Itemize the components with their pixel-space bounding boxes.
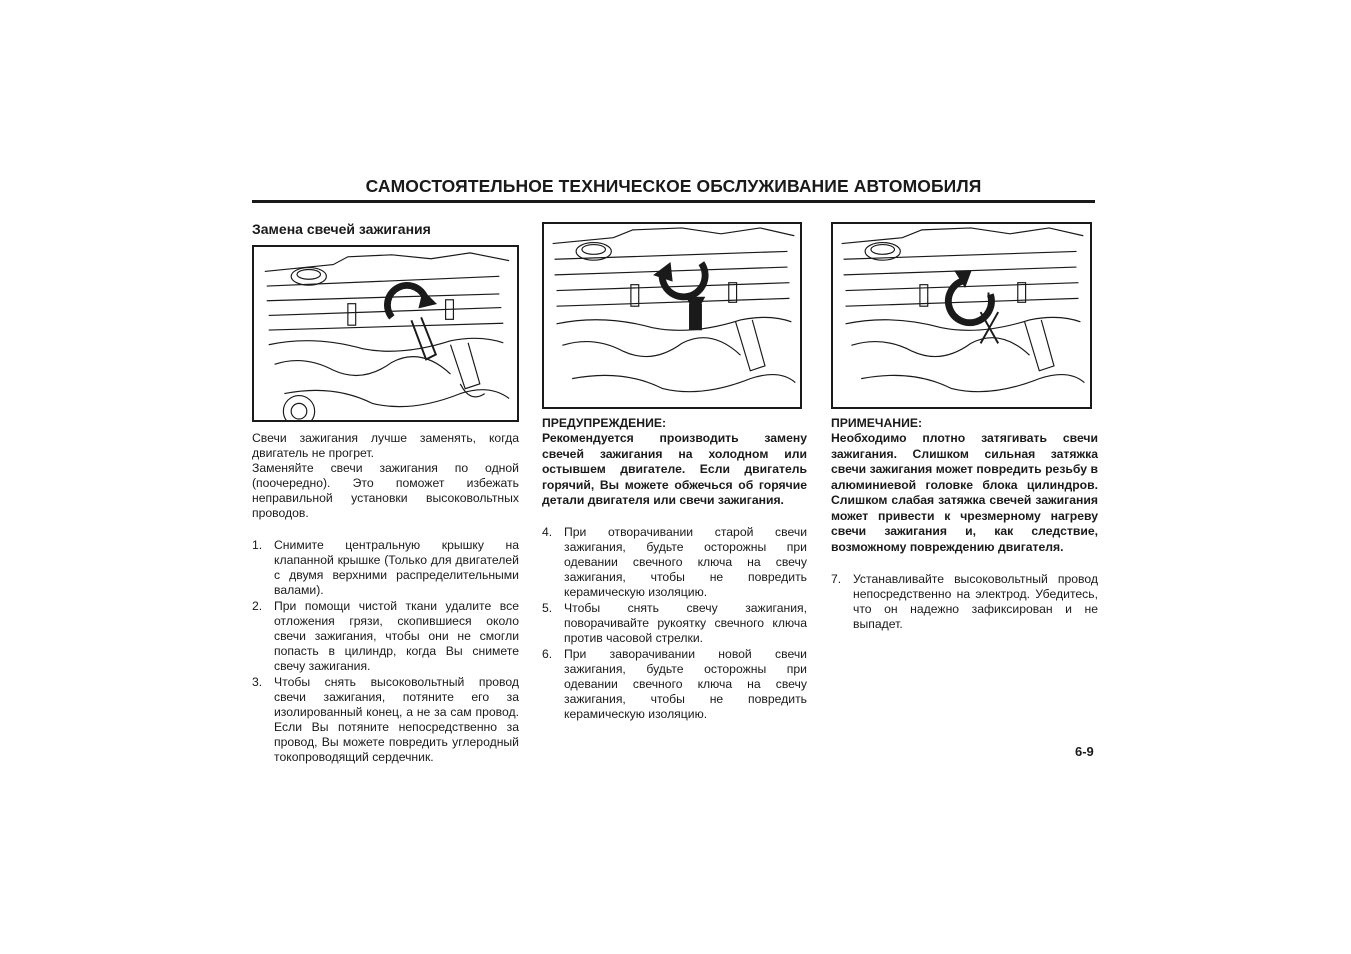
step-text: При отворачивании старой свечи зажигания, будьте осторожны при одевании свечного ключа на свечу зажигания, чтобы не повредить керамическую изоляцию. [564,524,807,599]
list-item [252,675,519,765]
note-label: ПРИМЕЧАНИЕ: [831,416,923,430]
step-text: При помощи чистой ткани удалите все отложения грязи, скопившиеся около свечи зажигания, чтобы они не смогли попасть в цилиндр, когда Вы снимете свечу зажигания. [274,599,519,673]
step-number: 1. [252,538,263,552]
steps-list-right [831,572,1098,632]
engine-illustration-install-plug [542,222,802,409]
intro-paragraph-1: Свечи зажигания лучше заменять, когда двигатель не прогрет. [252,431,519,460]
intro-paragraph-2: Заменяйте свечи зажигания по одной (поочередно). Это поможет избежать неправильной установки высоковольтных проводов. [252,461,519,520]
engine-illustration-attach-wire [831,222,1092,409]
step-number: 7. [831,572,842,586]
list-item [252,538,519,598]
section-title: Замена свечей зажигания [252,221,431,237]
step-text: Снимите центральную крышку на клапанной крышке (Только для двигателей с двумя верхними распределительными валами). [274,538,519,597]
list-item [542,525,807,600]
note-text: Необходимо плотно затягивать свечи зажигания. Слишком сильная затяжка свечи зажигания может повредить резьбу в алюминиевой головке блока цилиндров. Слишком слабая затяжка свечей зажигания может привести к чрезмерному нагреву свечи зажигания и, как следствие, возможному повреждению двигателя. [831,431,1098,554]
step-text: При заворачивании новой свечи зажигания, будьте осторожны при одевании свечного ключа на свечу зажигания, чтобы не повредить керамическую изоляцию. [564,646,807,721]
page-number: 6-9 [1075,744,1094,759]
page-header-title: САМОСТОЯТЕЛЬНОЕ ТЕХНИЧЕСКОЕ ОБСЛУЖИВАНИЕ АВТОМОБИЛЯ [365,176,982,196]
warning-label: ПРЕДУПРЕЖДЕНИЕ: [542,416,667,430]
steps-list-left [252,538,519,765]
step-text: Устанавливайте высоковольтный провод непосредственно на электрод. Убедитесь, что он надежно зафиксирован и не выпадет. [853,572,1098,631]
left-column [252,431,519,765]
step-number: 5. [542,600,553,615]
list-item [542,601,807,646]
engine-illustration-remove-plug [252,245,519,422]
right-column [831,416,1098,632]
step-number: 2. [252,599,263,613]
list-item [542,647,807,722]
step-text: Чтобы снять свечу зажигания, поворачивайте рукоятку свечного ключа против часовой стрелки. [564,600,807,645]
step-number: 6. [542,646,553,661]
steps-list-middle [542,525,807,722]
list-item [252,599,519,674]
step-number: 3. [252,675,263,689]
warning-text: Рекомендуется производить замену свечей зажигания на холодном или остывшем двигателе. Если двигатель горячий, Вы можете обжечься об горячие детали двигателя или свечи зажигания. [542,431,807,507]
middle-column [542,416,807,722]
list-item [831,572,1098,632]
step-text: Чтобы снять высоковольтный провод свечи зажигания, потяните его за изолированный конец, а не за сам провод. Если Вы потяните непосредственно за провод, Вы можете повредить углеродный токопроводящий сердечник. [274,675,519,764]
header-rule [252,200,1095,203]
step-number: 4. [542,524,553,539]
